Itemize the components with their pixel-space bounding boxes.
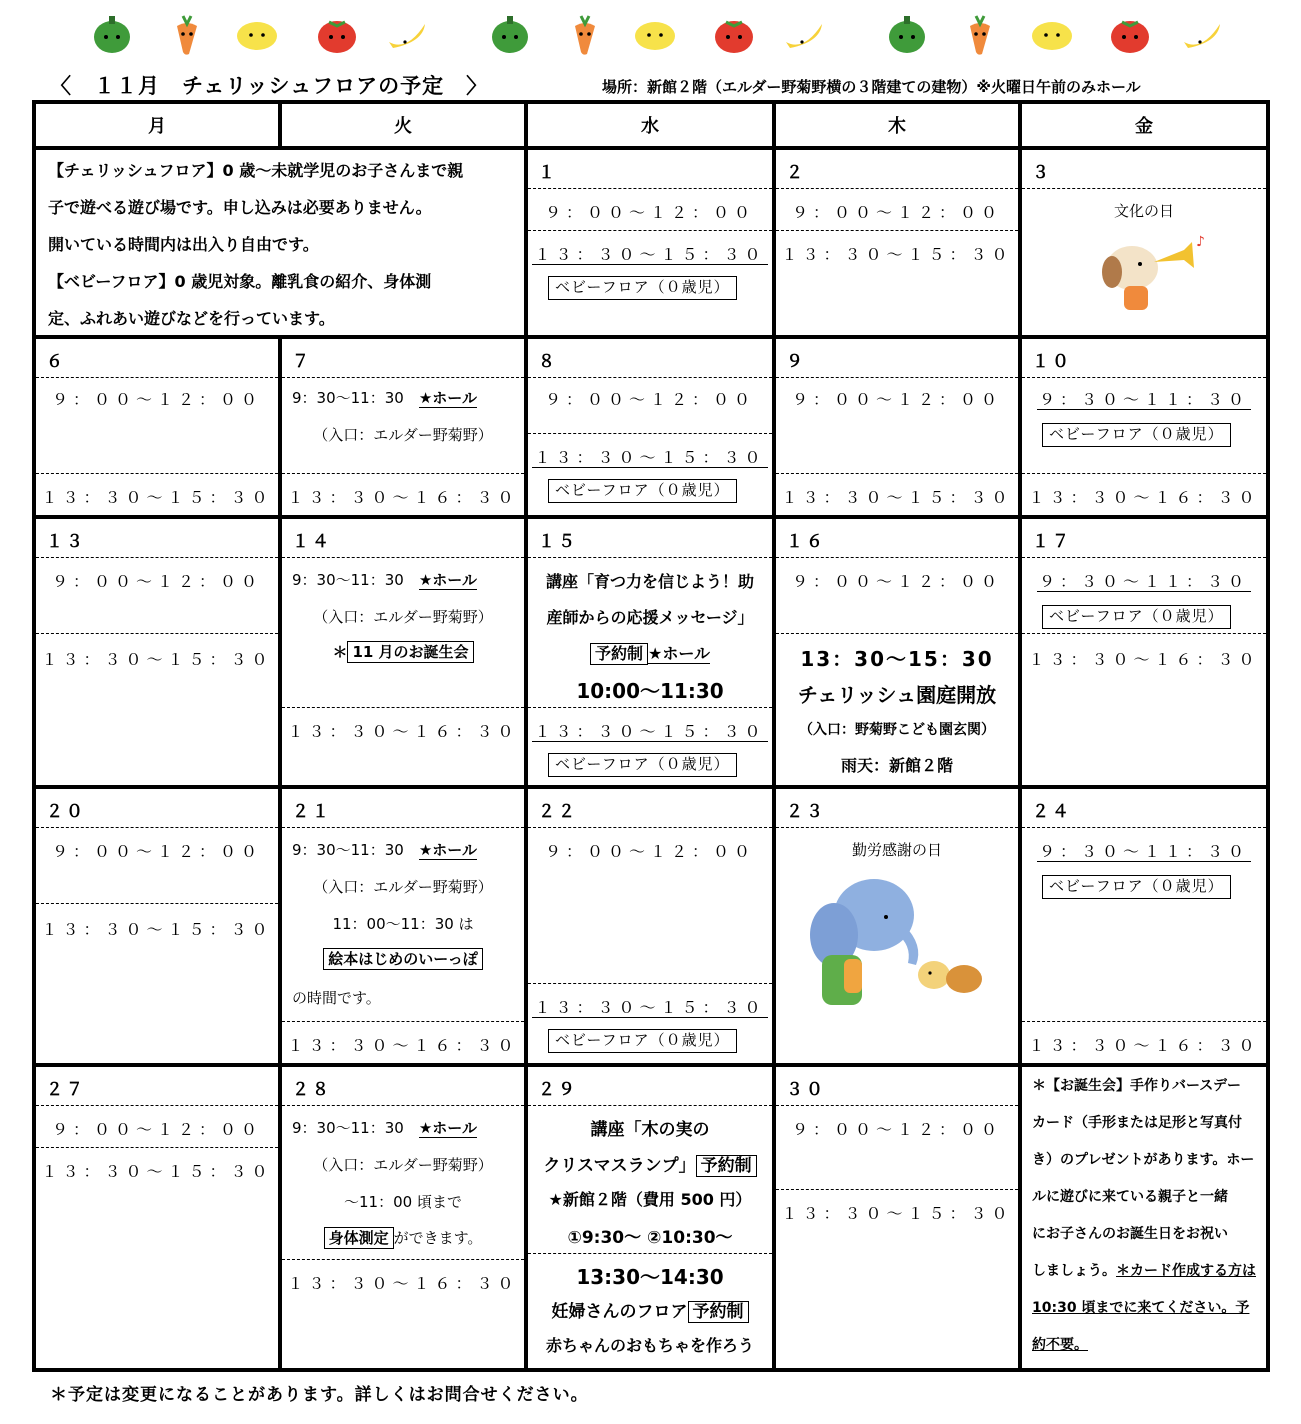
- divider: [282, 1105, 524, 1106]
- divider: [36, 377, 278, 378]
- day-cell-30: [776, 1067, 1022, 1368]
- day-cell-7: [282, 339, 528, 519]
- header-fri: 金: [1022, 104, 1266, 150]
- day-cell-20: [36, 789, 282, 1067]
- divider: [36, 557, 278, 558]
- baby-floor-label: ベビーフロア（０歳児）: [548, 479, 737, 503]
- divider: [1022, 633, 1266, 634]
- divider: [36, 633, 278, 634]
- day-number: ２２: [538, 802, 578, 822]
- divider: [282, 473, 524, 474]
- time-pm: １３：３０～１６：３０: [1028, 1036, 1260, 1055]
- divider: [776, 377, 1018, 378]
- birthday-note-line: 10:30 頃までに来てください。予: [1032, 1300, 1250, 1316]
- birthday-note-line: しましょう。＊カード作成する方は: [1032, 1263, 1256, 1279]
- divider: [1022, 473, 1266, 474]
- divider: [776, 557, 1018, 558]
- ehon-program: 絵本はじめのいーっぽ: [282, 948, 524, 970]
- lemon-icon: [235, 12, 279, 56]
- day-cell-17: [1022, 519, 1266, 789]
- day-number: ２３: [786, 802, 826, 822]
- day-number: ３: [1032, 163, 1052, 183]
- divider: [776, 1105, 1018, 1106]
- ehon-time: 11：00～11：30 は: [332, 915, 474, 933]
- divider: [528, 377, 772, 378]
- intro-cell: [36, 150, 528, 339]
- divider: [282, 557, 524, 558]
- time-am: ９：００～１２：００: [791, 1120, 1002, 1139]
- footnote: ＊予定は変更になることがあります。詳しくはお問合せください。: [50, 1385, 589, 1405]
- time-am-baby: ９：３０～１１：３０: [1038, 390, 1249, 409]
- birthday-note-line: カード（手形または足形と写真付: [1032, 1115, 1242, 1131]
- day-number: １７: [1032, 532, 1072, 552]
- baby-floor-label: ベビーフロア（０歳児）: [1042, 423, 1231, 447]
- garden-event: チェリッシュ園庭開放: [797, 683, 997, 707]
- birthday-party-note: ＊ 11 月のお誕生会: [282, 641, 524, 663]
- birthday-note-line: ＊【お誕生会】手作りバースデー: [1032, 1078, 1242, 1094]
- hall-session: 9：30～11：30 ★ホール: [292, 1119, 477, 1137]
- lecture-place: ★新館２階（費用 500 円）: [548, 1190, 752, 1209]
- day-cell-22: [528, 789, 776, 1067]
- day-cell-2: [776, 150, 1022, 339]
- ehon-note: の時間です。: [292, 989, 381, 1007]
- green-pepper-icon: [90, 12, 134, 56]
- day-cell-9: [776, 339, 1022, 519]
- divider: [776, 188, 1018, 189]
- time-am: ９：００～１２：００: [791, 390, 1002, 409]
- carrot-icon: [563, 12, 607, 56]
- day-cell-29: [528, 1067, 776, 1368]
- entrance-note: （入口：エルダー野菊野）: [313, 1156, 493, 1174]
- time-pm: １３：３０～１６：３０: [1028, 488, 1260, 507]
- banana-icon: [1180, 12, 1224, 56]
- baby-floor-label: ベビーフロア（０歳児）: [548, 276, 737, 300]
- divider: [528, 827, 772, 828]
- tomato-icon: [712, 12, 756, 56]
- elephant-squirrel-icon: [804, 875, 994, 1025]
- intro-line: 定、ふれあい遊びなどを行っています。: [48, 309, 335, 328]
- intro-line: 開いている時間内は出入り自由です。: [48, 235, 319, 254]
- day-cell-8: [528, 339, 776, 519]
- baby-floor-label: ベビーフロア（０歳児）: [548, 753, 737, 777]
- day-number: １４: [292, 532, 332, 552]
- time-pm: １３：３０～１５：３０: [41, 488, 273, 507]
- day-cell-3: [1022, 150, 1266, 339]
- intro-line: 【チェリッシュフロア】0 歳～未就学児のお子さんまで親: [48, 161, 464, 180]
- day-cell-16: [776, 519, 1022, 789]
- divider: [528, 707, 772, 708]
- intro-line: 子で遊べる遊び場です。申し込みは必要ありません。: [48, 198, 432, 217]
- day-number: ２１: [292, 802, 332, 822]
- day-number: ２７: [46, 1080, 86, 1100]
- day-cell-24: [1022, 789, 1266, 1067]
- time-pm: １３：３０～１５：３０: [41, 650, 273, 669]
- divider: [776, 1189, 1018, 1190]
- intro-line: 【ベビーフロア】0 歳児対象。離乳食の紹介、身体測: [48, 272, 432, 291]
- day-cell-15: [528, 519, 776, 789]
- divider: [282, 707, 524, 708]
- time-pm: １３：３０～１５：３０: [41, 1162, 273, 1181]
- holiday-label: 勤労感謝の日: [851, 841, 942, 859]
- divider: [282, 377, 524, 378]
- entrance-note: （入口：エルダー野菊野）: [313, 608, 493, 626]
- time-am: ９：００～１２：００: [51, 842, 262, 861]
- divider: [1022, 1021, 1266, 1022]
- day-number: ２４: [1032, 802, 1072, 822]
- divider: [282, 1259, 524, 1260]
- banana-icon: [782, 12, 826, 56]
- lecture-time: 10:00～11:30: [576, 679, 724, 703]
- divider: [528, 230, 772, 231]
- divider: [36, 1105, 278, 1106]
- divider: [776, 473, 1018, 474]
- lecture-title: 講座「木の実の: [590, 1120, 710, 1140]
- divider: [776, 827, 1018, 828]
- vegetable-decoration-row: [0, 12, 1301, 62]
- lemon-icon: [633, 12, 677, 56]
- divider: [528, 433, 772, 434]
- divider: [528, 983, 772, 984]
- carrot-icon: [958, 12, 1002, 56]
- lecture-title: 産師からの応援メッセージ」: [546, 608, 754, 627]
- measure-time: ～11：00 頃まで: [344, 1193, 462, 1211]
- divider: [528, 1253, 772, 1254]
- lemon-icon: [1030, 12, 1074, 56]
- title-row: [50, 68, 1290, 102]
- header-tue: 火: [282, 104, 528, 150]
- pregnant-event: 妊婦さんのフロア 予約制: [528, 1297, 772, 1323]
- lecture-slots: ①9:30～ ②10:30～: [567, 1228, 733, 1248]
- place-note: 場所：新館２階（エルダー野菊野横の３階建ての建物）※火曜日午前のみホール: [602, 78, 1141, 96]
- time-am: ９：００～１２：００: [544, 842, 755, 861]
- birthday-note-line: き）のプレゼントがあります。ホー: [1032, 1152, 1255, 1168]
- day-number: ２８: [292, 1080, 332, 1100]
- divider: [36, 827, 278, 828]
- day-number: １５: [538, 532, 578, 552]
- time-am: ９：００～１２：００: [544, 390, 755, 409]
- birthday-info-cell: [1022, 1067, 1266, 1368]
- garden-time: 13：30～15：30: [800, 647, 994, 671]
- header-thu: 木: [776, 104, 1022, 150]
- day-number: １３: [46, 532, 86, 552]
- page-title: 〈 １１月 チェリッシュフロアの予定 〉: [50, 74, 489, 98]
- measure-note: 身体測定 ができます。: [282, 1227, 524, 1249]
- time-am: ９：００～１２：００: [51, 1120, 262, 1139]
- hall-session: 9：30～11：30 ★ホール: [292, 389, 477, 407]
- time-pm: １３：３０～１６：３０: [1028, 650, 1260, 669]
- day-number: １: [538, 163, 558, 183]
- green-pepper-icon: [885, 12, 929, 56]
- day-cell-1: [528, 150, 776, 339]
- divider: [776, 230, 1018, 231]
- time-pm: １３：３０～１５：３０: [781, 1204, 1013, 1223]
- day-cell-13: [36, 519, 282, 789]
- time-am-baby: ９：３０～１１：３０: [1038, 842, 1249, 861]
- tomato-icon: [315, 12, 359, 56]
- time-pm: １３：３０～１６：３０: [287, 488, 519, 507]
- holiday-label: 文化の日: [1113, 202, 1174, 220]
- day-cell-10: [1022, 339, 1266, 519]
- tomato-icon: [1108, 12, 1152, 56]
- time-pm: １３：３０～１５：３０: [534, 448, 766, 467]
- divider: [528, 188, 772, 189]
- birthday-note-line: にお子さんのお誕生日をお祝い: [1032, 1226, 1228, 1242]
- baby-floor-label: ベビーフロア（０歳児）: [1042, 605, 1231, 629]
- divider: [528, 557, 772, 558]
- time-pm: １３：３０～１５：３０: [534, 245, 766, 264]
- baby-floor-label: ベビーフロア（０歳児）: [548, 1029, 737, 1053]
- time-am-baby: ９：３０～１１：３０: [1038, 572, 1249, 591]
- divider: [282, 827, 524, 828]
- divider: [282, 1021, 524, 1022]
- garden-entrance: （入口：野菊野こども園玄関）: [799, 722, 995, 738]
- day-number: ８: [538, 352, 558, 372]
- green-pepper-icon: [488, 12, 532, 56]
- divider: [1022, 377, 1266, 378]
- day-cell-6: [36, 339, 282, 519]
- day-number: ９: [786, 352, 806, 372]
- divider: [528, 1105, 772, 1106]
- day-number: ３０: [786, 1080, 826, 1100]
- day-cell-27: [36, 1067, 282, 1368]
- day-number: ２: [786, 163, 806, 183]
- day-number: ６: [46, 352, 66, 372]
- hall-session: 9：30～11：30 ★ホール: [292, 841, 477, 859]
- divider: [1022, 188, 1266, 189]
- hall-session: 9：30～11：30 ★ホール: [292, 571, 477, 589]
- day-number: １６: [786, 532, 826, 552]
- time-pm: １３：３０～１５：３０: [781, 245, 1013, 264]
- header-wed: 水: [528, 104, 776, 150]
- day-number: ２９: [538, 1080, 578, 1100]
- divider: [1022, 557, 1266, 558]
- divider: [1022, 827, 1266, 828]
- day-cell-28: [282, 1067, 528, 1368]
- divider: [36, 1147, 278, 1148]
- time-pm: １３：３０～１５：３０: [534, 998, 766, 1017]
- svg-text:♪: ♪: [1196, 234, 1205, 250]
- header-mon: 月: [36, 104, 282, 150]
- trumpet-dog-icon: [1084, 228, 1214, 320]
- time-am: ９：００～１２：００: [51, 390, 262, 409]
- lecture-title: クリスマスランプ」 予約制: [528, 1151, 772, 1177]
- time-pm: １３：３０～１６：３０: [287, 1274, 519, 1293]
- time-pm: １３：３０～１５：３０: [41, 920, 273, 939]
- entrance-note: （入口：エルダー野菊野）: [313, 878, 493, 896]
- birthday-note-line: ルに遊びに来ている親子と一緒: [1032, 1189, 1228, 1205]
- calendar-grid: [32, 100, 1270, 1372]
- day-number: １０: [1032, 352, 1072, 372]
- divider: [776, 633, 1018, 634]
- carrot-icon: [165, 12, 209, 56]
- lecture-title: 講座「育つ力を信じよう！助: [545, 572, 754, 591]
- toy-workshop: 赤ちゃんのおもちゃを作ろう: [545, 1336, 754, 1355]
- divider: [36, 473, 278, 474]
- time-am: ９：００～１２：００: [544, 203, 755, 222]
- pregnant-time: 13:30～14:30: [576, 1265, 724, 1289]
- divider: [36, 903, 278, 904]
- day-number: ２０: [46, 802, 86, 822]
- day-cell-23: [776, 789, 1022, 1067]
- time-am: ９：００～１２：００: [51, 572, 262, 591]
- time-pm: １３：３０～１６：３０: [287, 1036, 519, 1055]
- time-pm: １３：３０～１５：３０: [781, 488, 1013, 507]
- time-pm: １３：３０～１６：３０: [287, 722, 519, 741]
- entrance-note: （入口：エルダー野菊野）: [313, 426, 493, 444]
- time-am: ９：００～１２：００: [791, 572, 1002, 591]
- day-cell-21: [282, 789, 528, 1067]
- time-pm: １３：３０～１５：３０: [534, 722, 766, 741]
- birthday-note-line: 約不要。: [1032, 1337, 1088, 1353]
- reservation-note: 予約制 ★ホール: [528, 641, 772, 665]
- day-number: ７: [292, 352, 312, 372]
- banana-icon: [385, 12, 429, 56]
- time-am: ９：００～１２：００: [791, 203, 1002, 222]
- baby-floor-label: ベビーフロア（０歳児）: [1042, 875, 1231, 899]
- rain-note: 雨天：新館２階: [840, 756, 953, 775]
- day-cell-14: [282, 519, 528, 789]
